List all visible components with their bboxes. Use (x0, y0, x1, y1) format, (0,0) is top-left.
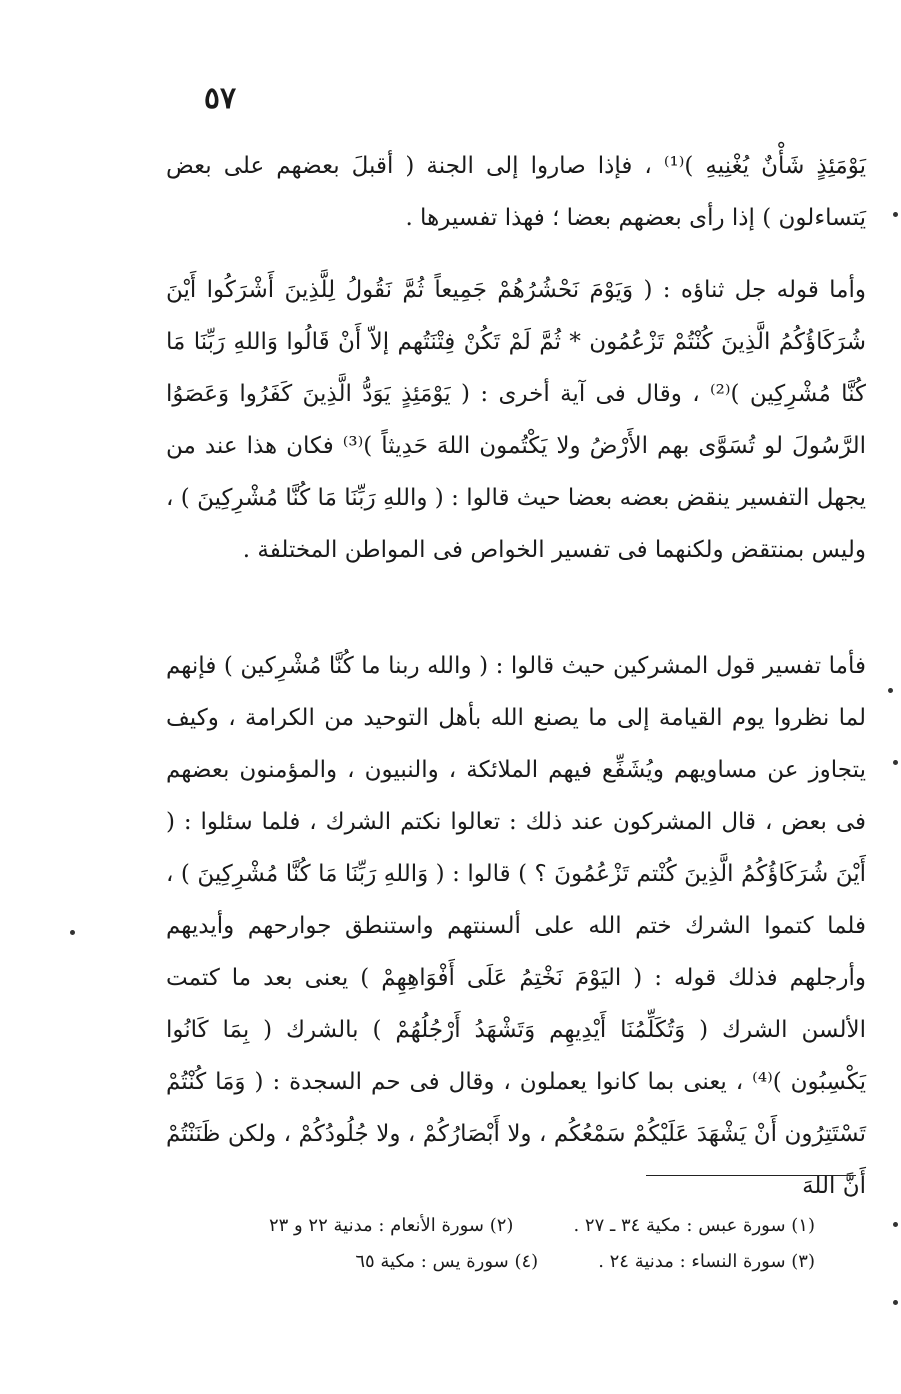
footnotes (170, 1208, 815, 1280)
footnote-line (170, 1244, 815, 1280)
margin-dot-mark (893, 1300, 898, 1305)
paragraph-1 (166, 140, 866, 244)
footnote-3: (٣) سورة النساء : مدنية ٢٤ . (598, 1251, 815, 1272)
paragraph-text: يَوْمَئِذٍ شَأْنٌ يُغْنِيهِ )⁽¹⁾ ، فإذا صاروا إلى الجنة ( أقبلَ بعضهم على بعض يَتساءلون ) إذا رأى بعضهم بعضا ؛ فهذا تفسيرها . (166, 153, 866, 231)
footnote-4: (٤) سورة يس : مكية ٦٥ (355, 1251, 539, 1272)
footnote-1: (١) سورة عبس : مكية ٣٤ ـ ٢٧ . (573, 1215, 815, 1236)
paragraph-text: وأما قوله جل ثناؤه : ( وَيَوْمَ نَحْشُرُهُمْ جَمِيعاً ثُمَّ نَقُولُ لِلَّذِينَ أَشْرَكُوا أَيْنَ شُرَكَاؤُكُمُ الَّذِينَ كُنْتُمْ تَزْعُمُون * ثُمَّ لَمْ تَكُنْ فِتْنَتُهم إلاّ أَنْ قَالُوا وَاللهِ رَبِّنَا مَا كُنَّا مُشْرِكِين )⁽²⁾ ، وقال فى آية أخرى : ( يَوْمَئِذٍ يَوَدُّ الَّذِينَ كَفَرُوا وَعَصَوُا الرَّسُولَ لو تُسَوَّى بهم الأَرْضُ ولا يَكْتُمون اللهَ حَدِيثاً )⁽³⁾ فكان هذا عند من يجهل التفسير ينقض بعضه بعضا حيث قالوا : ( واللهِ رَبِّنَا مَا كُنَّا مُشْرِكِينَ ) ، وليس بمنتقض ولكنهما فى تفسير الخواص فى المواطن المختلفة . (166, 277, 867, 563)
margin-dot-mark (893, 212, 898, 217)
page-number: ٥٧ (203, 81, 237, 116)
paragraph-2 (166, 264, 866, 576)
margin-dot-mark (888, 688, 893, 693)
paragraph-text: فأما تفسير قول المشركين حيث قالوا : ( والله ربنا ما كُنَّا مُشْرِكين ) فإنهم لما نظروا يوم القيامة إلى ما يصنع الله بأهل التوحيد من الكرامة ، وكيف يتجاوز عن مساويهم ويُشَفِّع فيهم الملائكة ، والنبيون ، والمؤمنون بعضهم فى بعض ، قال المشركون عند ذلك : تعالوا نكتم الشرك ، فلما سئلوا : ( أَيْنَ شُرَكَاؤُكُمُ الَّذِينَ كُنْتم تَزْعُمُونَ ؟ ) قالوا : ( وَاللهِ رَبِّنَا مَا كُنَّا مُشْرِكِينَ ) ، فلما كتموا الشرك ختم الله على ألسنتهم واستنطق جوارحهم وأيديهم وأرجلهم فذلك قوله : ( اليَوْمَ نَخْتِمُ عَلَى أَفْوَاهِهِمْ ) يعنى بعد ما كتمت الألسن الشرك ( وَتُكَلِّمُنَا أَيْدِيهِم وَتَشْهَدُ أَرْجُلُهُمْ ) بالشرك ( بِمَا كَانُوا يَكْسِبُون )⁽⁴⁾ ، يعنى بما كانوا يعملون ، وقال فى حم السجدة : ( وَمَا كُنْتُمْ تَسْتَتِرُون أَنْ يَشْهَدَ عَلَيْكُمْ سَمْعُكُم ، ولا أَبْصَارُكُمْ ، ولا جُلُودُكُمْ ، ولكن ظَنَنْتُمْ أَنَّ اللهَ (166, 653, 866, 1199)
footnote-2: (٢) سورة الأنعام : مدنية ٢٢ و ٢٣ (268, 1215, 514, 1236)
footnote-divider (646, 1175, 856, 1176)
footnote-line (170, 1208, 815, 1244)
margin-dot-mark (893, 760, 898, 765)
margin-dot-mark (70, 930, 75, 935)
paragraph-3 (166, 640, 866, 1212)
margin-dot-mark (893, 1222, 898, 1227)
